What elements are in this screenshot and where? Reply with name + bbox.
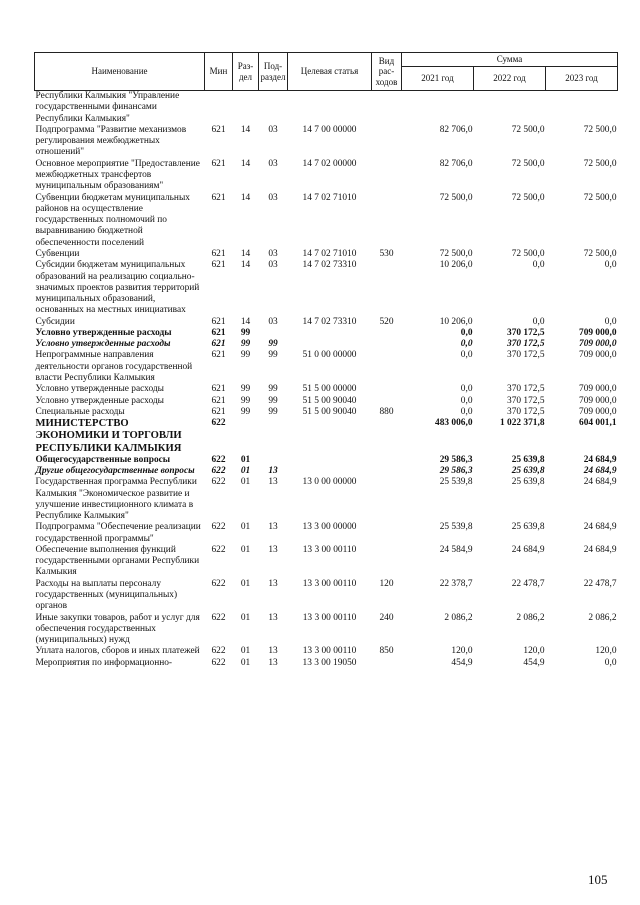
row-vid: [372, 193, 402, 249]
row-razdel: 01: [240, 477, 251, 488]
row-sum-2021: 483 006,0: [435, 418, 473, 429]
table-row: [35, 396, 618, 407]
row-vid: 850: [379, 646, 394, 657]
row-razdel: 14: [240, 248, 251, 259]
row-podrazdel: [259, 91, 288, 125]
row-target: [288, 455, 372, 466]
row-vid: 240: [379, 612, 394, 623]
row-vid: [372, 522, 402, 545]
row-target: [288, 339, 372, 350]
row-vid: [372, 384, 402, 395]
row-target: 14 7 02 71010: [302, 192, 357, 203]
row-min: 622: [211, 477, 226, 488]
row-sum-2023: 709 000,0: [579, 339, 617, 350]
table-row: [35, 317, 618, 328]
header-name: Наименование: [35, 53, 205, 91]
row-name: Условно утвержденные расходы: [35, 395, 164, 406]
header-sum: Сумма: [402, 53, 618, 67]
row-min: 621: [211, 327, 226, 338]
row-target: 51 5 00 00000: [302, 384, 357, 395]
row-name: Государственная программа Республики Калмыкия "Экономическое развитие и улучшение инвестиционного климата в Республике Калмыкия": [35, 477, 197, 522]
row-min: 621: [211, 406, 226, 417]
table-row: [35, 646, 618, 657]
row-podrazdel: 99: [268, 350, 278, 361]
row-min: 621: [211, 384, 226, 395]
row-sum-2021: 10 206,0: [439, 260, 473, 271]
row-name: Обеспечение выполнения функций государственными органами Республики Калмыкия: [35, 544, 200, 578]
row-min: [205, 91, 233, 125]
row-min: 621: [211, 192, 226, 203]
row-min: 621: [211, 316, 226, 327]
table-row: [35, 579, 618, 613]
row-vid: [372, 125, 402, 159]
row-sum-2023: 24 684,9: [583, 544, 617, 555]
row-sum-2021: 0,0: [460, 384, 473, 395]
row-min: 621: [211, 248, 226, 259]
row-sum-2023: 72 500,0: [583, 124, 617, 135]
header-min: Мин: [205, 53, 233, 91]
table-body: [35, 91, 618, 670]
row-razdel: 01: [240, 578, 251, 589]
table-row: [35, 339, 618, 350]
table-row: [35, 249, 618, 260]
row-target: 13 3 00 00110: [302, 612, 357, 623]
row-sum-2022: 72 500,0: [511, 192, 545, 203]
row-name: МИНИСТЕРСТВО ЭКОНОМИКИ И ТОРГОВЛИ РЕСПУБЛИКИ КАЛМЫКИЯ: [35, 418, 182, 454]
row-sum-2021: 2 086,2: [444, 612, 473, 623]
row-sum-2021: 82 706,0: [439, 158, 473, 169]
row-vid: [372, 466, 402, 477]
table-row: [35, 658, 618, 669]
row-sum-2021: 0,0: [460, 350, 473, 361]
row-target: 14 7 02 71010: [302, 248, 357, 259]
row-vid: [372, 396, 402, 407]
row-target: 13 3 00 00110: [302, 544, 357, 555]
row-target: 14 7 02 73310: [302, 260, 357, 271]
row-sum-2023: 0,0: [604, 316, 617, 327]
row-vid: [372, 545, 402, 579]
table-row: [35, 522, 618, 545]
row-razdel: 14: [240, 260, 251, 271]
row-min: 622: [211, 454, 226, 465]
row-sum-2023: 709 000,0: [579, 384, 617, 395]
table-row: [35, 125, 618, 159]
row-min: 622: [211, 465, 226, 476]
row-podrazdel: [259, 455, 288, 466]
row-sum-2021: 29 586,3: [439, 454, 473, 465]
table-header: [35, 53, 618, 91]
row-sum-2023: 0,0: [604, 657, 617, 668]
row-name: Субсидии бюджетам муниципальных образований на реализацию социально-значимых проектов развития территорий муниципальных образований, основанных на местных инициативах: [35, 260, 200, 316]
row-sum-2023: 709 000,0: [579, 395, 617, 406]
row-razdel: 01: [240, 612, 251, 623]
row-sum-2022: 2 086,2: [516, 612, 545, 623]
row-podrazdel: 03: [268, 192, 278, 203]
table-row: [35, 159, 618, 193]
row-name: Условно утвержденные расходы: [35, 339, 171, 350]
row-sum-2022: 24 684,9: [511, 544, 545, 555]
row-razdel: 01: [240, 657, 251, 668]
row-sum-2022: 25 639,8: [511, 522, 545, 533]
row-vid: [372, 418, 402, 455]
row-podrazdel: 99: [268, 395, 278, 406]
table-row: [35, 466, 618, 477]
row-name: Подпрограмма "Обеспечение реализации государственной программы": [35, 522, 201, 544]
row-sum-2023: 72 500,0: [583, 192, 617, 203]
row-name: Основное мероприятие "Предоставление межбюджетных трансфертов муниципальным образованиям": [35, 158, 200, 192]
row-name: Условно утвержденные расходы: [35, 327, 172, 338]
table-row: [35, 91, 618, 125]
row-sum-2022: 72 500,0: [511, 124, 545, 135]
row-sum-2022: 370 172,5: [507, 339, 545, 350]
row-razdel: 01: [240, 646, 251, 657]
row-min: 622: [211, 646, 226, 657]
row-min: 622: [211, 612, 226, 623]
row-podrazdel: 03: [268, 124, 278, 135]
row-target: [288, 466, 372, 477]
row-podrazdel: 13: [268, 612, 278, 623]
row-sum-2023: 709 000,0: [579, 350, 617, 361]
row-sum-2023: 72 500,0: [583, 158, 617, 169]
row-podrazdel: 03: [268, 260, 278, 271]
row-min: 621: [211, 339, 226, 350]
row-podrazdel: 13: [268, 646, 278, 657]
row-sum-2021: 120,0: [451, 646, 473, 657]
row-target: 14 7 02 73310: [302, 316, 357, 327]
row-sum-2023: 22 478,7: [583, 578, 617, 589]
table-row: [35, 545, 618, 579]
row-podrazdel: 13: [268, 578, 278, 589]
row-podrazdel: 03: [268, 248, 278, 259]
header-year-2021: 2021 год: [402, 67, 474, 91]
row-name: Специальные расходы: [35, 406, 125, 417]
row-razdel: 14: [240, 316, 251, 327]
row-razdel: 99: [240, 395, 251, 406]
row-razdel: 99: [240, 327, 251, 338]
row-name: Республики Калмыкия "Управление государственными финансами Республики Калмыкия": [35, 91, 180, 124]
row-razdel: 01: [240, 522, 251, 533]
row-vid: 530: [379, 248, 394, 259]
row-razdel: 14: [240, 124, 251, 135]
row-target: 13 3 00 00110: [302, 646, 357, 657]
row-podrazdel: 13: [268, 465, 278, 476]
row-sum-2021: 72 500,0: [439, 248, 473, 259]
row-sum-2023: 24 684,9: [583, 477, 617, 488]
row-min: 622: [211, 578, 226, 589]
row-name: Субвенции: [35, 248, 80, 259]
row-sum-2022: [474, 91, 546, 125]
row-sum-2021: 82 706,0: [439, 124, 473, 135]
row-sum-2021: [402, 91, 474, 125]
row-vid: [372, 260, 402, 316]
row-podrazdel: 99: [268, 406, 278, 417]
row-vid: [372, 658, 402, 669]
row-min: 622: [211, 522, 226, 533]
header-year-2023: 2023 год: [546, 67, 618, 91]
row-sum-2022: 72 500,0: [511, 158, 545, 169]
row-razdel: [233, 418, 259, 455]
row-sum-2023: 72 500,0: [583, 248, 617, 259]
row-podrazdel: 03: [268, 158, 278, 169]
row-razdel: [233, 91, 259, 125]
row-vid: [372, 159, 402, 193]
row-name: Субвенции бюджетам муниципальных районов на осуществление государственных полномочий по выравниванию бюджетной обеспеченности поселений: [35, 192, 190, 248]
row-name: Общегосударственные вопросы: [35, 454, 171, 465]
row-sum-2021: 25 539,8: [439, 522, 473, 533]
row-sum-2022: 0,0: [532, 316, 545, 327]
row-sum-2022: 370 172,5: [507, 395, 545, 406]
row-sum-2022: 22 478,7: [511, 578, 545, 589]
row-target: 13 3 00 19050: [302, 657, 357, 668]
row-min: 622: [211, 657, 226, 668]
row-sum-2021: 10 206,0: [439, 316, 473, 327]
row-target: 51 5 00 90040: [302, 395, 357, 406]
table-row: [35, 418, 618, 455]
row-razdel: 01: [240, 544, 251, 555]
row-sum-2023: [546, 91, 618, 125]
row-podrazdel: 13: [268, 477, 278, 488]
row-vid: [372, 339, 402, 350]
row-razdel: 99: [240, 350, 251, 361]
table-row: [35, 328, 618, 339]
row-razdel: 99: [240, 384, 251, 395]
row-podrazdel: 99: [268, 384, 278, 395]
row-target: 51 0 00 00000: [302, 350, 357, 361]
row-podrazdel: 13: [268, 657, 278, 668]
row-sum-2021: 0,0: [460, 406, 473, 417]
row-razdel: 01: [240, 465, 251, 476]
page-number: 105: [588, 872, 608, 887]
table-row: [35, 477, 618, 522]
row-sum-2022: 25 639,8: [511, 454, 545, 465]
row-name: Расходы на выплаты персоналу государственных (муниципальных) органов: [35, 578, 178, 612]
header-podrazdel: Под-раздел: [259, 53, 288, 91]
row-vid: [372, 91, 402, 125]
row-sum-2023: 120,0: [595, 646, 617, 657]
row-target: [288, 91, 372, 125]
row-name: Уплата налогов, сборов и иных платежей: [35, 646, 200, 657]
row-sum-2021: 0,0: [460, 339, 473, 350]
row-vid: 520: [379, 316, 394, 327]
row-vid: [372, 350, 402, 384]
row-sum-2023: 709 000,0: [579, 327, 617, 338]
row-name: Другие общегосударственные вопросы: [35, 465, 195, 476]
row-target: 13 3 00 00000: [302, 522, 357, 533]
row-min: 621: [211, 124, 226, 135]
row-sum-2021: 0,0: [460, 327, 473, 338]
table-row: [35, 613, 618, 647]
row-vid: [372, 455, 402, 466]
row-sum-2023: 24 684,9: [583, 465, 617, 476]
row-sum-2021: 0,0: [460, 395, 473, 406]
row-min: 621: [211, 350, 226, 361]
row-podrazdel: 13: [268, 544, 278, 555]
row-name: Субсидии: [35, 316, 75, 327]
row-target: 51 5 00 90040: [302, 406, 357, 417]
row-min: 621: [211, 260, 226, 271]
row-sum-2022: 0,0: [532, 260, 545, 271]
row-sum-2022: 25 639,8: [511, 465, 545, 476]
row-razdel: 01: [240, 454, 251, 465]
row-sum-2021: 29 586,3: [439, 465, 473, 476]
row-sum-2021: 72 500,0: [439, 192, 473, 203]
table-row: [35, 260, 618, 316]
row-podrazdel: [259, 328, 288, 339]
row-sum-2022: 1 022 371,8: [499, 418, 545, 429]
row-name: Условно утвержденные расходы: [35, 384, 164, 395]
row-sum-2022: 370 172,5: [507, 350, 545, 361]
row-sum-2022: 454,9: [523, 657, 545, 668]
header-vid: Вид рас-ходов: [372, 53, 402, 91]
header-year-2022: 2022 год: [474, 67, 546, 91]
row-sum-2022: 120,0: [523, 646, 545, 657]
row-vid: [372, 328, 402, 339]
row-sum-2022: 370 172,5: [507, 406, 545, 417]
row-podrazdel: 13: [268, 522, 278, 533]
row-razdel: 99: [240, 406, 251, 417]
row-min: 621: [211, 158, 226, 169]
row-vid: 120: [379, 578, 394, 589]
table-row: [35, 455, 618, 466]
row-vid: 880: [379, 406, 394, 417]
header-target: Целевая статья: [288, 53, 372, 91]
row-target: 13 0 00 00000: [302, 477, 357, 488]
row-sum-2023: 24 684,9: [583, 454, 617, 465]
row-min: 622: [211, 418, 226, 429]
budget-table: [34, 52, 618, 669]
row-podrazdel: [259, 418, 288, 455]
row-sum-2022: 370 172,5: [507, 327, 545, 338]
row-target: 13 3 00 00110: [302, 578, 357, 589]
row-sum-2022: 72 500,0: [511, 248, 545, 259]
row-sum-2021: 22 378,7: [439, 578, 473, 589]
row-target: [288, 418, 372, 455]
table-row: [35, 350, 618, 384]
row-razdel: 14: [240, 192, 251, 203]
row-sum-2021: 24 584,9: [439, 544, 473, 555]
row-sum-2023: 0,0: [604, 260, 617, 271]
row-razdel: 14: [240, 158, 251, 169]
row-target: [288, 328, 372, 339]
row-sum-2021: 25 539,8: [439, 477, 473, 488]
row-vid: [372, 477, 402, 522]
row-name: Подпрограмма "Развитие механизмов регулирования межбюджетных отношений": [35, 124, 187, 158]
row-name: Иные закупки товаров, работ и услуг для обеспечения государственных (муниципальных) нужд: [35, 612, 200, 646]
table-row: [35, 384, 618, 395]
row-sum-2023: 709 000,0: [579, 406, 617, 417]
row-sum-2022: 25 639,8: [511, 477, 545, 488]
table-row: [35, 193, 618, 249]
row-sum-2021: 454,9: [451, 657, 473, 668]
table-row: [35, 407, 618, 418]
row-name: Мероприятия по информационно-: [35, 657, 173, 668]
row-sum-2023: 2 086,2: [588, 612, 617, 623]
row-name: Непрограммные направления деятельности органов государственной власти Республики Калмыкия: [35, 350, 193, 384]
header-razdel: Раз-дел: [233, 53, 259, 91]
row-sum-2022: 370 172,5: [507, 384, 545, 395]
row-podrazdel: 99: [268, 339, 278, 350]
row-min: 621: [211, 395, 226, 406]
row-razdel: 99: [240, 339, 251, 350]
row-sum-2023: 24 684,9: [583, 522, 617, 533]
row-min: 622: [211, 544, 226, 555]
row-podrazdel: 03: [268, 316, 278, 327]
row-target: 14 7 00 00000: [302, 124, 357, 135]
row-sum-2023: 604 001,1: [579, 418, 617, 429]
row-target: 14 7 02 00000: [302, 158, 357, 169]
